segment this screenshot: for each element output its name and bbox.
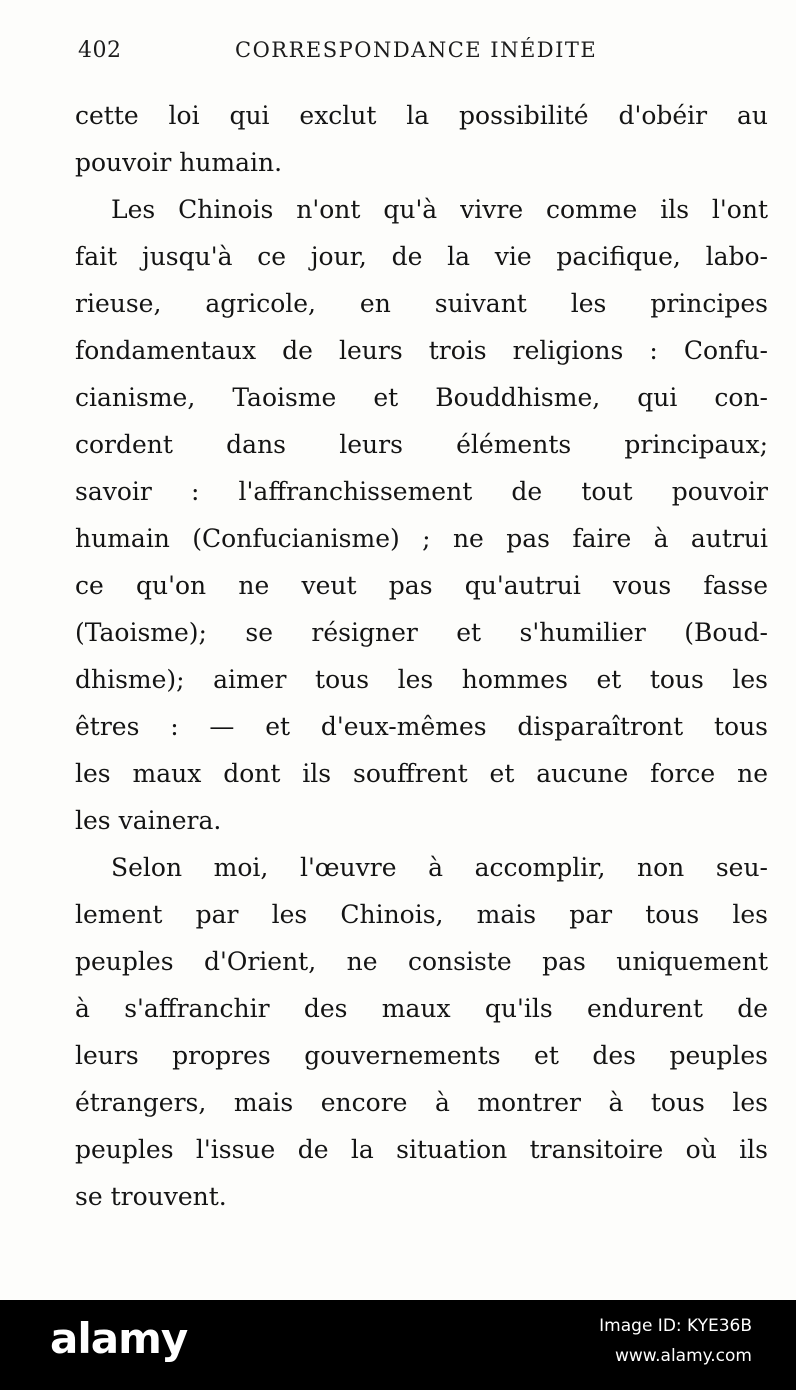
text-line: les maux dont ils souffrent et aucune force ne [75,759,768,788]
text-line: cordent dans leurs éléments principaux; [75,430,768,459]
image-id-label: Image ID: KYE36B [599,1316,752,1336]
text-line: fait jusqu'à ce jour, de la vie pacifique, labo- [75,242,768,271]
text-line: (Taoisme); se résigner et s'humilier (Boud- [75,618,768,647]
running-head [78,38,738,72]
text-line: humain (Confucianisme) ; ne pas faire à autrui [75,524,768,553]
text-line: cette loi qui exclut la possibilité d'obéir au [75,101,768,130]
text-line: peuples d'Orient, ne consiste pas uniquement [75,947,768,976]
text-line: Les Chinois n'ont qu'à vivre comme ils l'ont [111,195,768,224]
brand-logo: alamy [50,1314,188,1363]
book-title: CORRESPONDANCE INÉDITE [235,38,598,62]
text-line: pouvoir humain. [75,148,283,177]
text-line: étrangers, mais encore à montrer à tous les [75,1088,768,1117]
text-line: cianisme, Taoisme et Bouddhisme, qui con- [75,383,768,412]
text-line: se trouvent. [75,1182,227,1211]
page-number: 402 [78,38,122,63]
text-line: à s'affranchir des maux qu'ils endurent de [75,994,768,1023]
text-line: êtres : — et d'eux-mêmes disparaîtront tous [75,712,768,741]
site-url: www.alamy.com [614,1346,752,1366]
text-line: Selon moi, l'œuvre à accomplir, non seu- [111,853,768,882]
text-line: ce qu'on ne veut pas qu'autrui vous fasse [75,571,768,600]
body-text [75,92,768,1220]
text-line: les vainera. [75,806,222,835]
watermark-footer [0,1300,796,1390]
text-line: leurs propres gouvernements et des peuples [75,1041,768,1070]
text-line: savoir : l'affranchissement de tout pouvoir [75,477,768,506]
text-line: fondamentaux de leurs trois religions : Confu- [75,336,768,365]
text-line: dhisme); aimer tous les hommes et tous les [75,665,768,694]
text-line: lement par les Chinois, mais par tous les [75,900,768,929]
text-line: rieuse, agricole, en suivant les principes [75,289,768,318]
text-line: peuples l'issue de la situation transitoire où ils [75,1135,768,1164]
